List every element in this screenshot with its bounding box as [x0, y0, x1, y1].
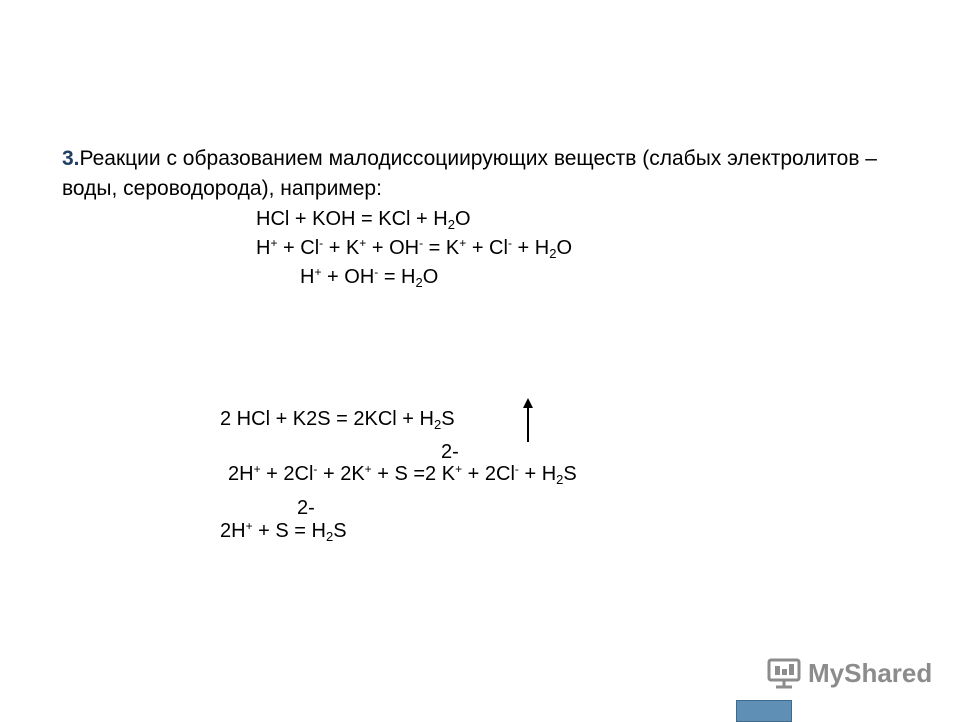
equation-short-ionic-1: $H^+ + OH^- = H_2O$ — [300, 265, 439, 290]
gas-release-arrow-icon — [520, 398, 536, 442]
equation-molecular-1: HCl + KOH = KCl + $H_2O$ — [256, 208, 471, 232]
heading-text: Реакции с образованием малодиссоциирующих веществ (слабых электролитов – воды, сероводорода), например: — [62, 147, 877, 200]
presentation-icon — [766, 657, 802, 689]
myshared-logo — [766, 655, 932, 691]
equation-molecular-2: 2 HCl + $K2S = 2KCl + H_2S$ — [220, 408, 455, 432]
sulfide-charge-label: 2- — [441, 441, 459, 463]
sulfide-charge-label-2: 2- — [297, 497, 315, 519]
equation-full-ionic-1: $H^+ + Cl^- + K^+ + OH^- = K^+ + Cl^- + H_2O$ — [256, 236, 572, 261]
heading-number: 3. — [62, 147, 80, 170]
slide-nav-button[interactable] — [736, 700, 792, 722]
slide-heading — [62, 144, 902, 204]
equation-full-ionic-2: 2H+ + 2Cl- + 2K+ + S =2 $K^+ + 2Cl^- + H_2S$ — [228, 462, 577, 487]
logo-text: MyShared — [808, 657, 933, 688]
equation-short-ionic-2: $2H^+ + S = H_2S$ — [220, 519, 347, 544]
